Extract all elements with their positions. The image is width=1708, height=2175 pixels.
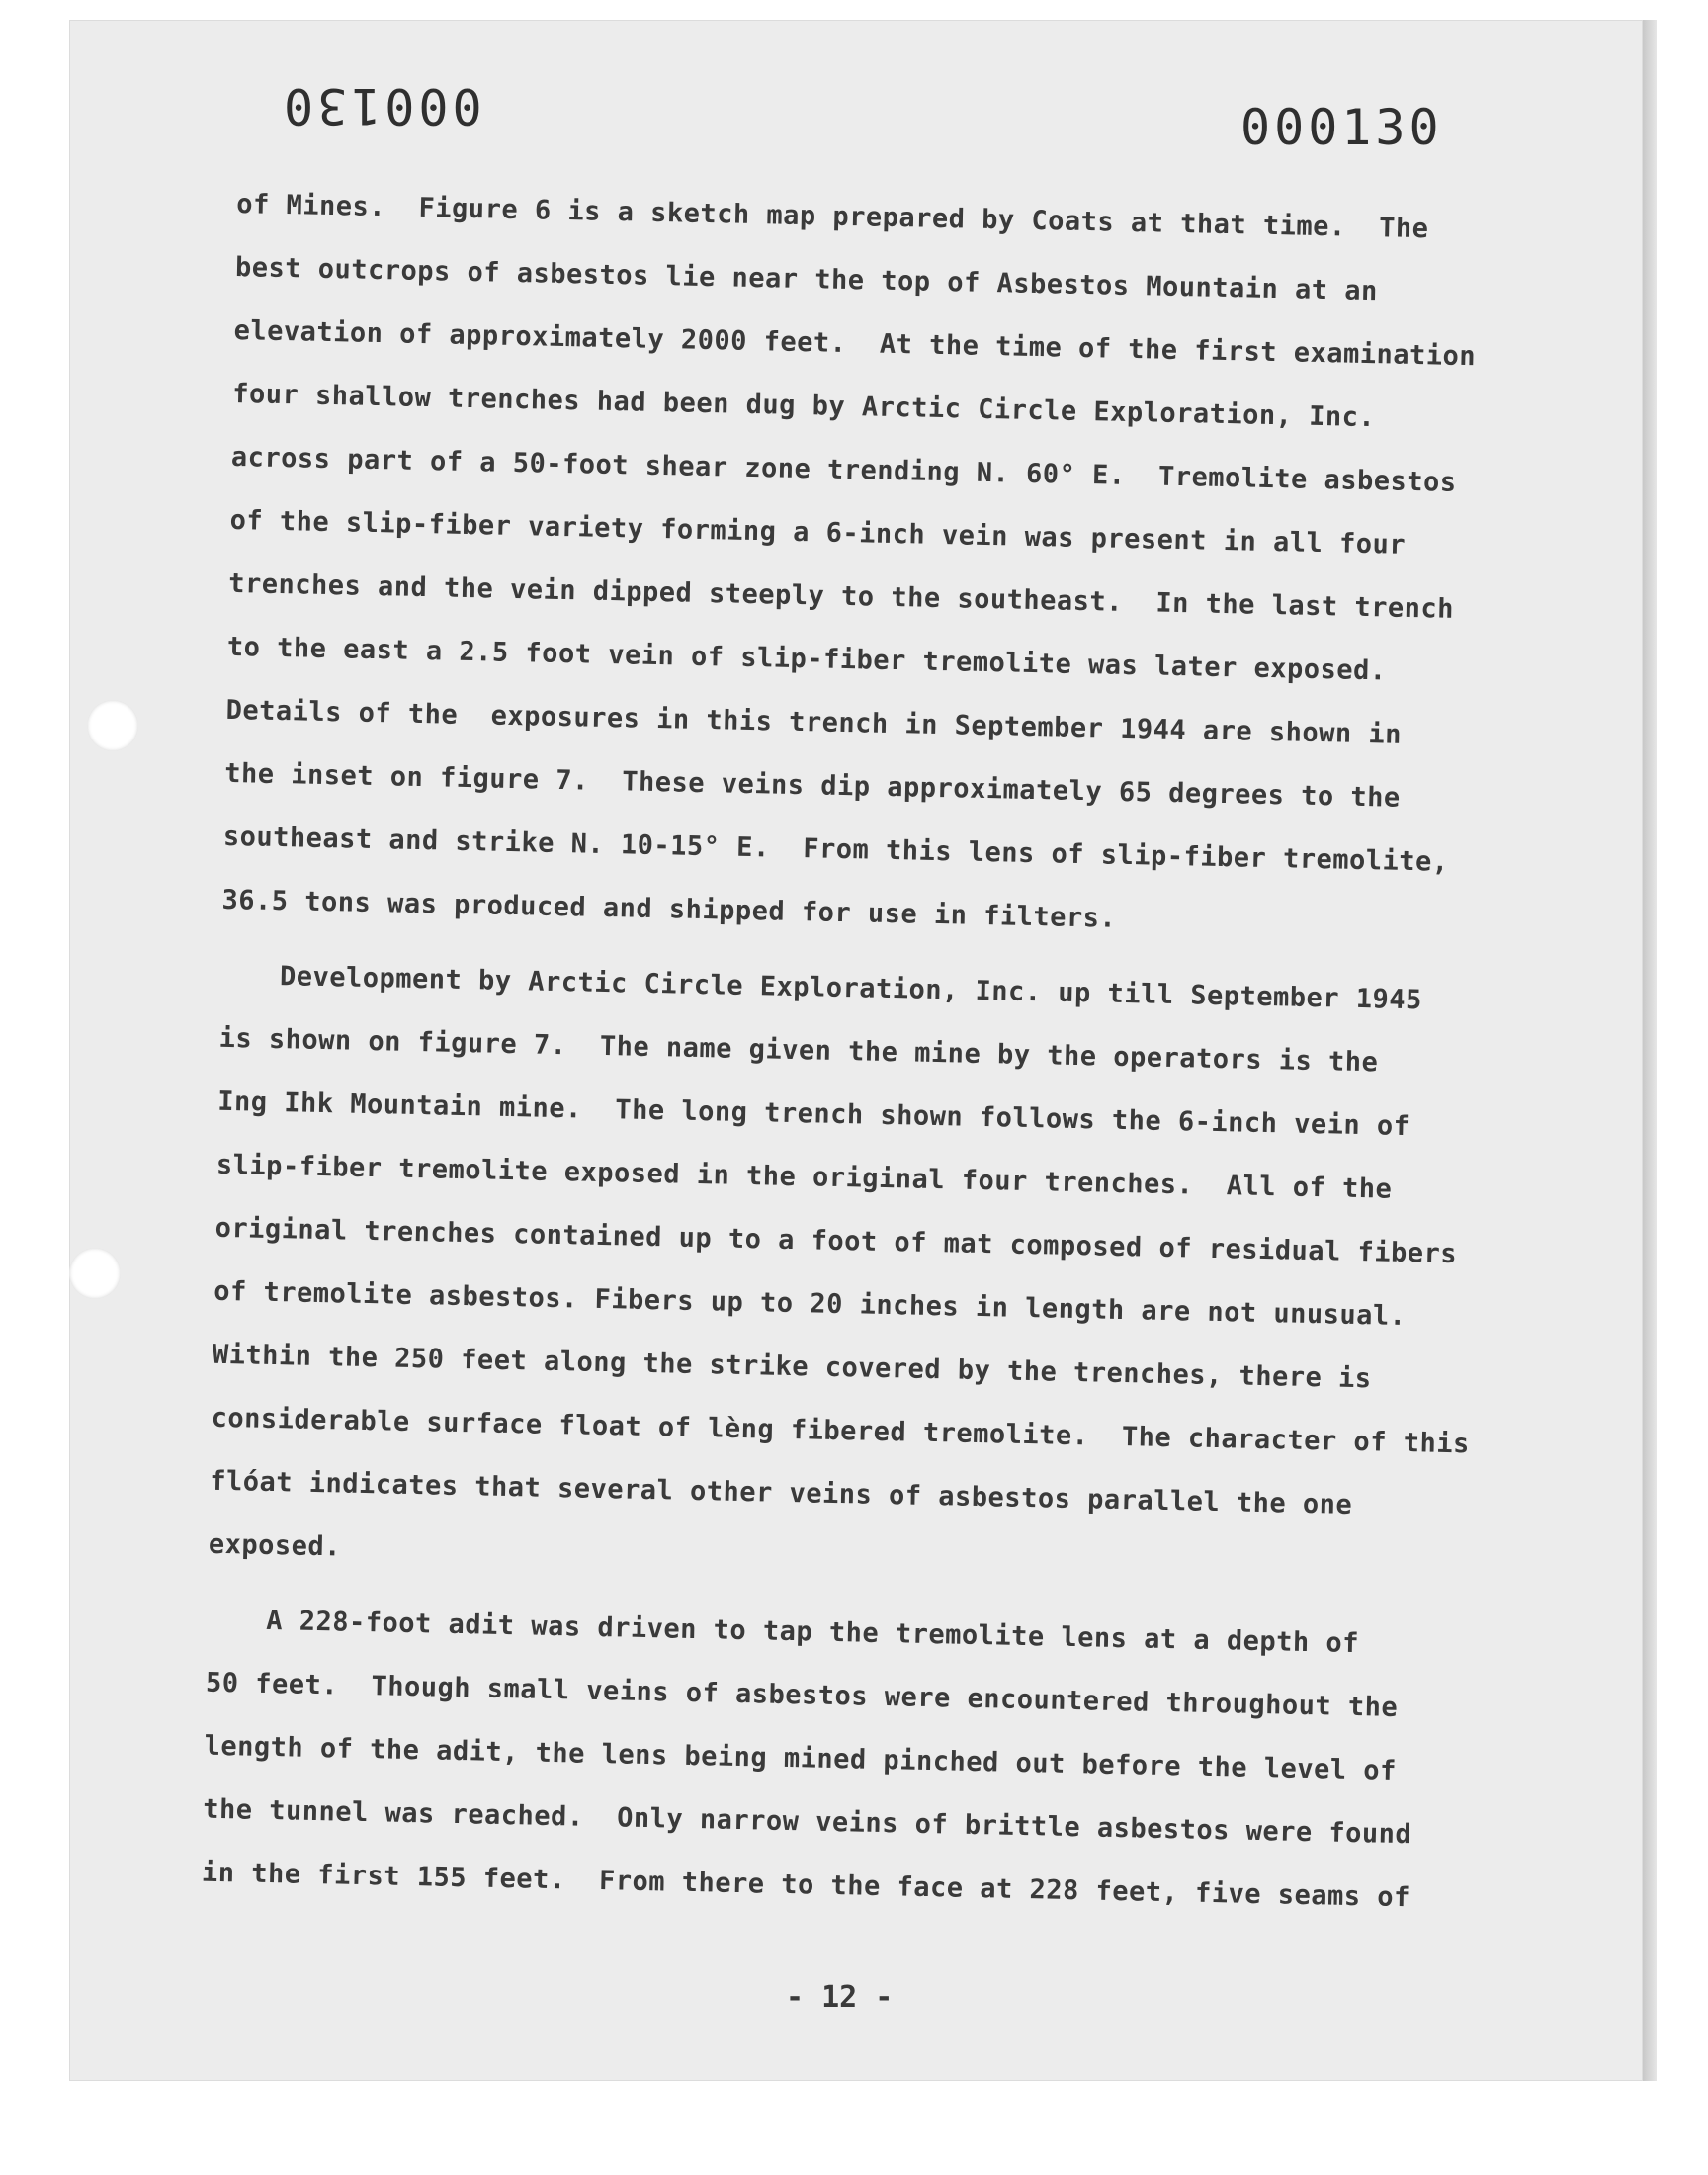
text-line: slip-fiber tremolite exposed in the original four trenches. All of the xyxy=(215,1149,1393,1205)
body-text xyxy=(201,173,1561,1933)
punch-hole-lower xyxy=(69,1248,121,1299)
text-line: of the slip-fiber variety forming a 6-inch vein was present in all four xyxy=(229,504,1407,561)
text-line: flóat indicates that several other veins of asbestos parallel the one xyxy=(209,1465,1353,1521)
text-line: 50 feet. Though small veins of asbestos were encountered throughout the xyxy=(205,1667,1399,1723)
text-line: four shallow trenches had been dug by Arctic Circle Exploration, Inc. xyxy=(231,378,1376,434)
text-line: elevation of approximately 2000 feet. At the time of the first examination xyxy=(233,314,1477,373)
text-line: to the east a 2.5 foot vein of slip-fiber tremolite was later exposed. xyxy=(226,631,1387,687)
text-line: the tunnel was reached. Only narrow veins of brittle asbestos were found xyxy=(203,1793,1412,1851)
paragraph xyxy=(208,944,1545,1605)
scan-bottom-band xyxy=(0,2081,1708,2175)
text-line: original trenches contained up to a foot of mat composed of residual fibers xyxy=(214,1212,1458,1270)
text-line: considerable surface float of lèng fibered tremolite. The character of this xyxy=(211,1402,1471,1460)
paragraph xyxy=(201,1589,1531,1933)
text-line: of Mines. Figure 6 is a sketch map prepared by Coats at that time. The xyxy=(236,188,1429,245)
document-number-stamp: 000130 xyxy=(1240,99,1443,156)
text-line: is shown on figure 7. The name given the mine by the operators is the xyxy=(218,1022,1379,1079)
text-line: trenches and the vein dipped steeply to the southeast. In the last trench xyxy=(227,567,1455,625)
text-line: Development by Arctic Circle Exploration, Inc. up till September 1945 xyxy=(279,961,1423,1016)
punch-hole-upper xyxy=(87,700,138,751)
text-line: of tremolite asbestos. Fibers up to 20 inches in length are not unusual. xyxy=(213,1275,1407,1333)
page-number: - 12 - xyxy=(786,1980,894,2015)
text-line: Ing Ihk Mountain mine. The long trench shown follows the 6-inch vein of xyxy=(216,1086,1410,1143)
page-edge-shadow xyxy=(1643,20,1657,2081)
text-line: in the first 155 feet. From there to the face at 228 feet, five seams of xyxy=(201,1857,1411,1914)
text-line: best outcrops of asbestos lie near the top of Asbestos Mountain at an xyxy=(234,251,1379,307)
text-line: A 228-foot adit was driven to tap the tremolite lens at a depth of xyxy=(266,1605,1360,1660)
text-line: the inset on figure 7. These veins dip approximately 65 degrees to the xyxy=(223,757,1401,814)
document-number-stamp-inverted: 000130 xyxy=(280,77,482,134)
text-line: Details of the exposures in this trench in September 1944 are shown in xyxy=(225,694,1403,750)
text-line: across part of a 50-foot shear zone trending N. 60° E. Tremolite asbestos xyxy=(230,441,1457,498)
text-line: 36.5 tons was produced and shipped for use in filters. xyxy=(221,884,1117,934)
paragraph xyxy=(221,173,1562,960)
text-line: exposed. xyxy=(208,1528,342,1563)
text-line: Within the 250 feet along the strike covered by the trenches, there is xyxy=(212,1339,1372,1395)
text-line: southeast and strike N. 10-15° E. From this lens of slip-fiber tremolite, xyxy=(222,821,1449,878)
text-line: length of the adit, the lens being mined pinched out before the level of xyxy=(204,1730,1398,1786)
